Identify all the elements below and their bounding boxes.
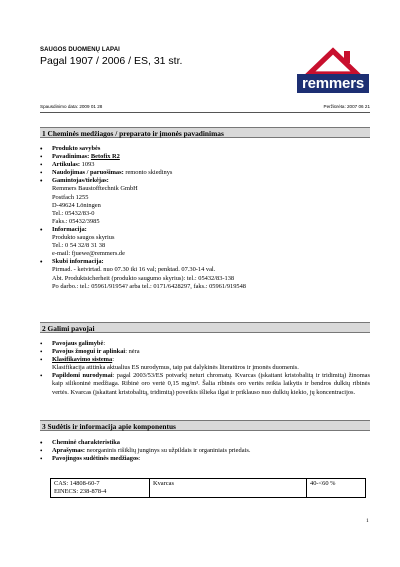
header-divider [40, 112, 370, 113]
components-table [50, 478, 366, 498]
use-item: • Naudojimas / paruošimas: remonto skiedinys [40, 169, 370, 177]
concentration-cell: 40-<60 % [307, 479, 366, 498]
product-name-item: • Pavadinimas: Betofix R2 [40, 153, 370, 161]
regulation-reference: Pagal 1907 / 2006 / ES, 31 str. [40, 55, 183, 67]
cas-einecs-cell: CAS: 14808-60-7 EINECS: 238-878-4 [51, 479, 150, 498]
emergency-heading: • Skubi informacija: [40, 258, 370, 266]
information-contact: Produkto saugos skyrius Tel.: 0 54 32/8 31 38 e-mail: fjuewe@remmers.de [52, 234, 125, 258]
section-3-title: 3 Sudėtis ir informacija apie komponentus [40, 420, 370, 431]
manufacturer-address: Remmers Baustofftechnik GmbH Postfach 1255 D-49624 Löningen Tel.: 05432/83-0 Faks.: 05432/3985 [52, 185, 138, 225]
manufacturer-heading: • Gamintojas/tiekėjas: [40, 177, 370, 185]
hazard-possibility-item: • Pavojaus galimybė: [40, 340, 370, 348]
document-type: SAUGOS DUOMENŲ LAPAI [40, 47, 120, 53]
product-info-heading: • Produkto savybės [40, 145, 370, 153]
section-2-title: 2 Galimi pavojai [40, 322, 370, 333]
description-item: • Aprašymas: neorganinis rišiklių junginys su užpildais ir organiniais priedais. [40, 447, 370, 455]
revision-date: Peržiūrėta: 2007 06 21 [323, 104, 370, 109]
dangerous-components-item: • Pavojingos sudėtinės medžiagos: [40, 455, 370, 463]
section-1-title: 1 Cheminės medžiagos / preparato ir įmonės pavadinimas [40, 127, 370, 138]
section-3-content [40, 439, 370, 463]
classification-text: Klasifikacija atitinka aktualius ES nurodymus, taip pat dalykinės literatūros ir įmonės duomenis. [52, 364, 299, 372]
print-date: Spausdinimo data: 2009 01 28 [40, 104, 103, 109]
section-2-content [40, 340, 370, 397]
emergency-contact: Pirmad. - ketvirtad. nuo 07.30 iki 16 val; penktad. 07.30-14 val. Abt. Produktsicherheit (produkto saugumo skyrius): tel.: 05432/83-138 Po darbo.: tel.: 05961/91954? arba tel.: 0171/6428297, faks.: 05961/919548 [52, 266, 247, 290]
chemical-characteristics-heading: • Cheminė charakteristika [40, 439, 370, 447]
article-item: • Artikulas: 1093 [40, 161, 370, 169]
additional-notes-item: • Papildomi nurodymai: pagal 2003/53/ES potvarkį neturi chromatų. Kvarcas (įskaitant kristobalitą ir tridimitą) žinomas kaip silikoninė medžiaga. Ribinė oro vertė 0,15 mg/m³. Šalia ribinės oro vertės reikia laikytis ir bendros dulkių ribinės vertės. Kvarcas (įskaitant kristobalitą, tridimitą) poveikis išlieka ilgai ir priklauso nuo dulkių kiekio, jų koncentracijos. [40, 372, 370, 396]
information-heading: • Informacija: [40, 226, 370, 234]
section-1-content [40, 145, 370, 291]
table-row [51, 479, 366, 498]
article-number: 1093 [81, 161, 95, 169]
product-name: Betofix R2 [90, 153, 120, 161]
remmers-logo: remmers [297, 74, 369, 93]
page-number: 1 [366, 518, 369, 524]
human-hazard-item: • Pavojus žmogui ir aplinkai: nėra [40, 348, 370, 356]
component-name-cell: Kvarcas [150, 479, 307, 498]
classification-item: • Klasifikavimo sistema: [40, 356, 370, 364]
